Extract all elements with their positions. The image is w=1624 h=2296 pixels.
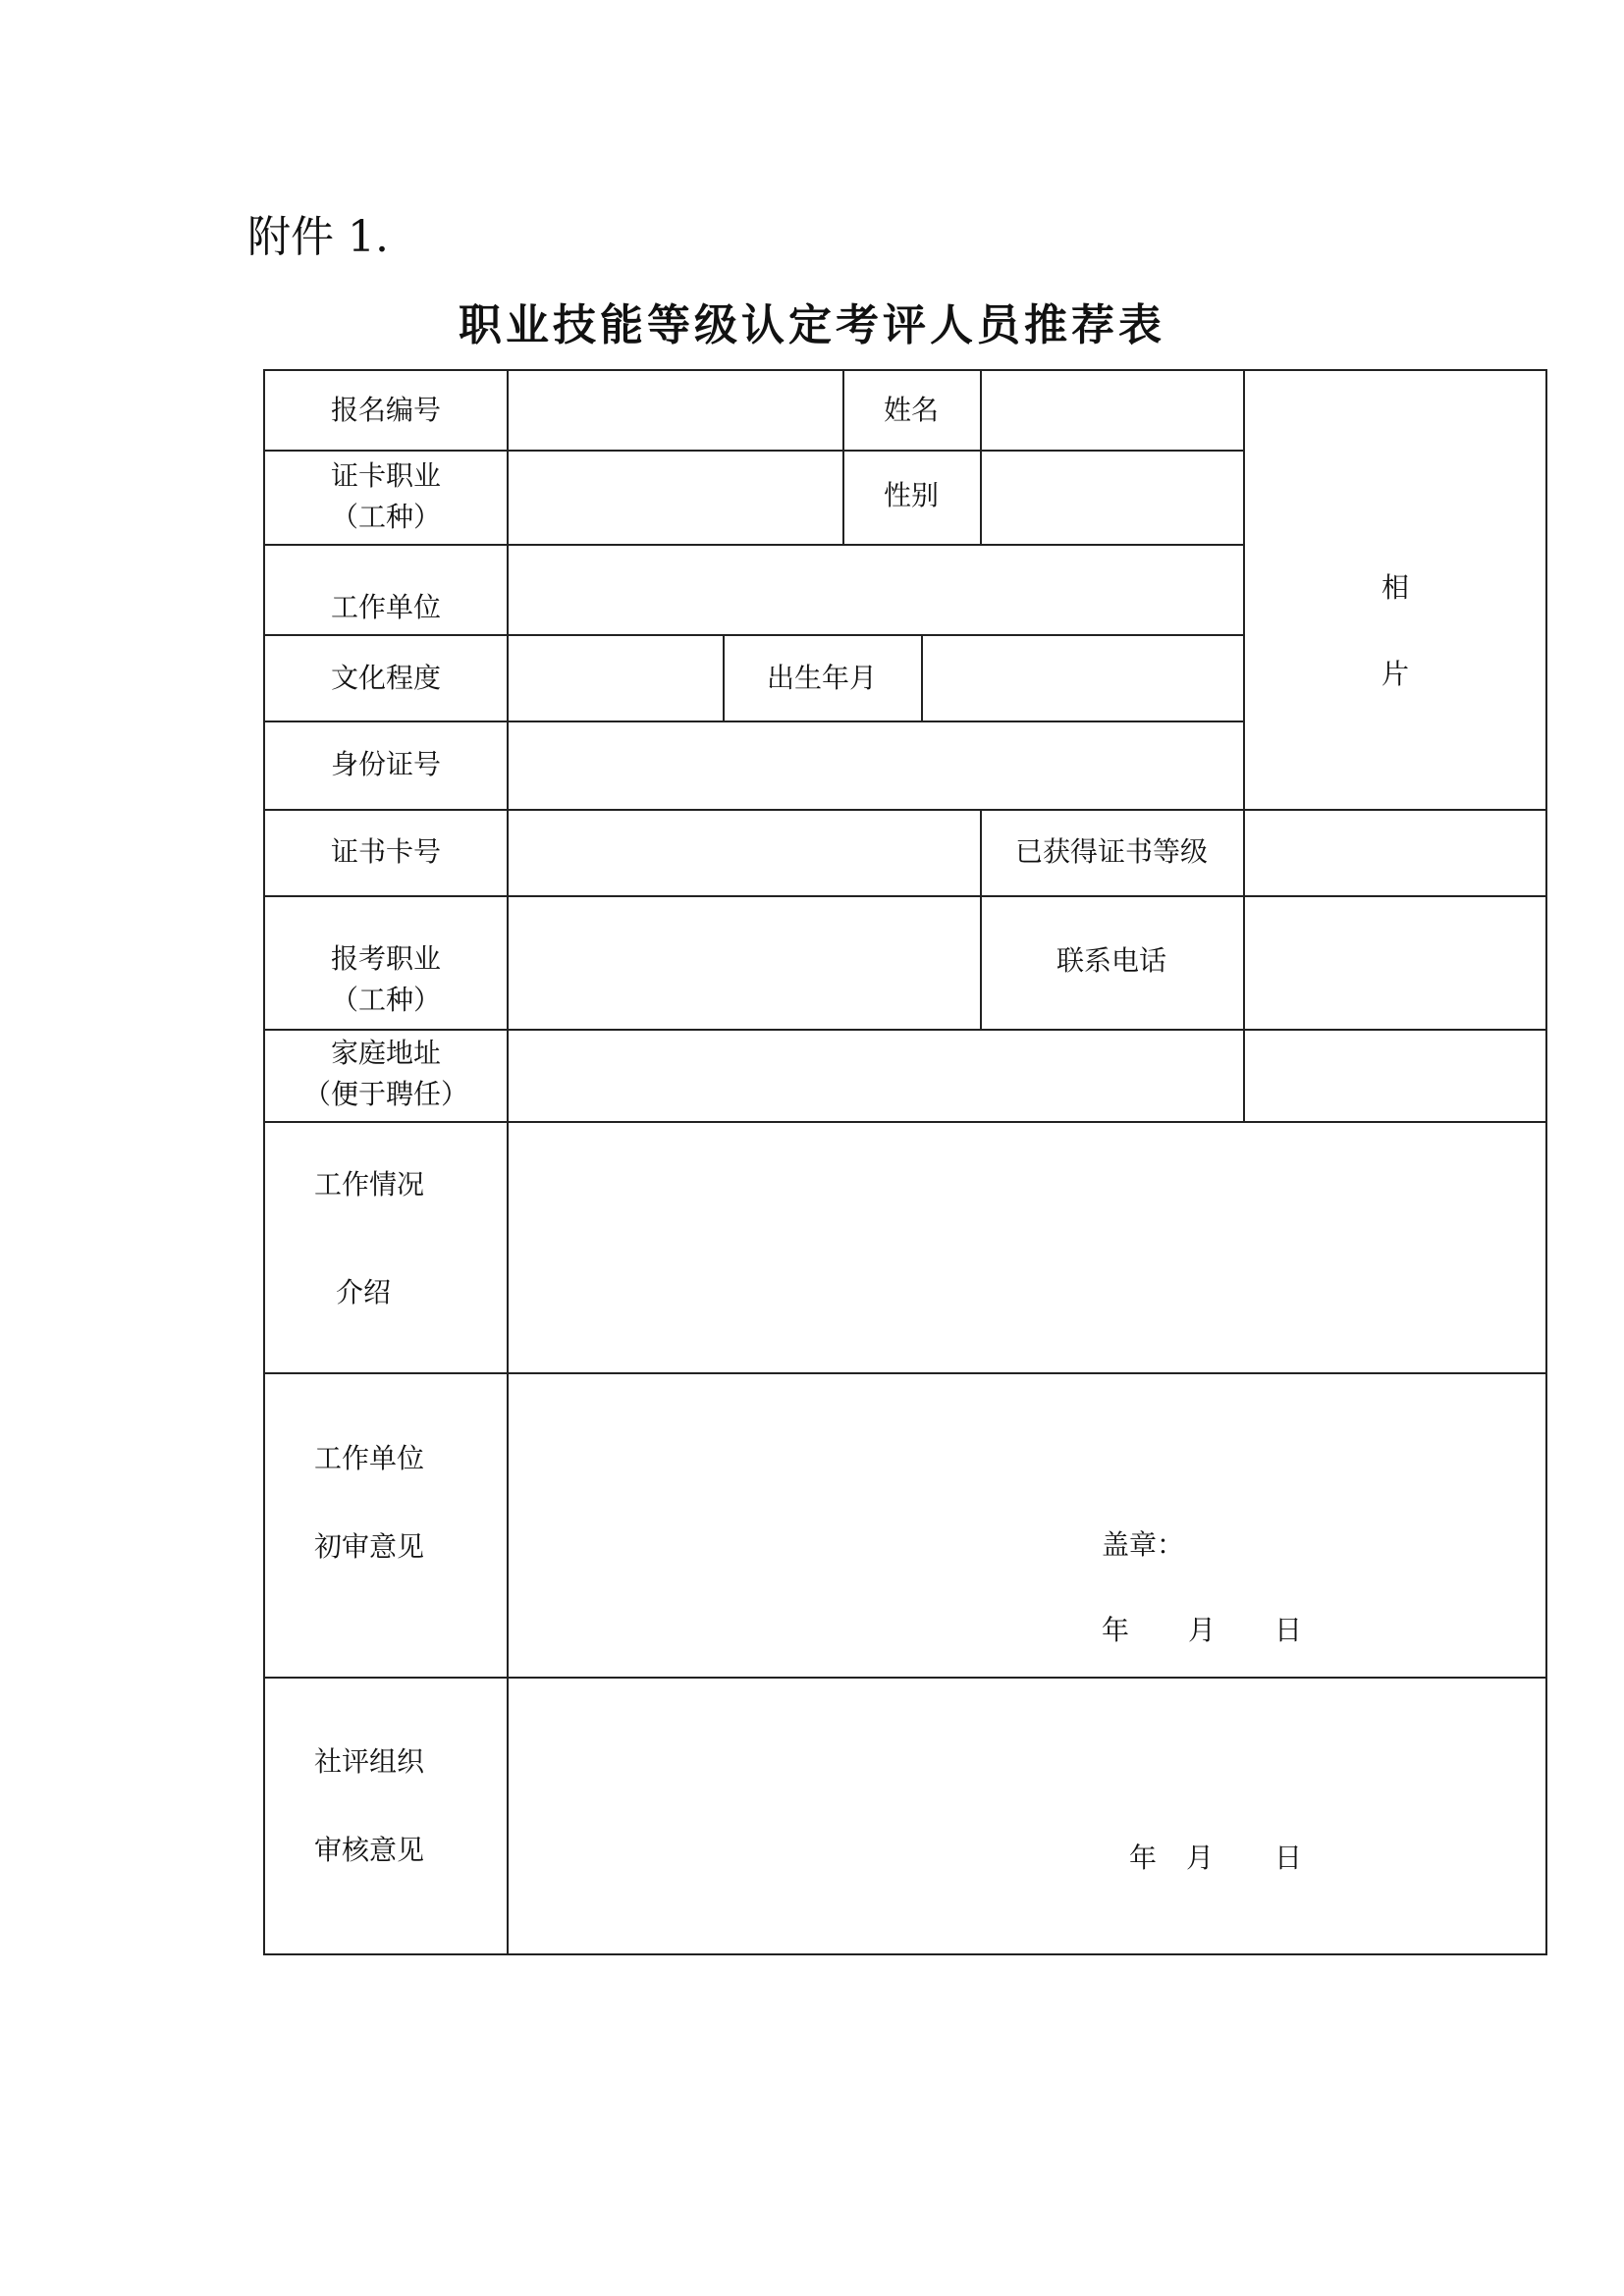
recommendation-form	[263, 369, 1547, 1955]
name-field[interactable]	[982, 371, 1243, 450]
id-label: 身份证号	[330, 748, 441, 780]
birth-label: 出生年月	[766, 662, 877, 694]
work-unit-label: 工作单位	[330, 591, 441, 623]
org-date-year: 年	[1129, 1842, 1158, 1874]
work-unit-field[interactable]	[509, 546, 1243, 634]
work-intro-field[interactable]	[509, 1123, 1547, 1372]
phone-label: 联系电话	[1056, 944, 1166, 977]
exam-occupation-field[interactable]	[509, 897, 980, 1029]
cert-occupation-label-line2: （工种）	[330, 501, 441, 533]
cert-no-label: 证书卡号	[330, 835, 441, 868]
cert-occupation-label-line1: 证卡职业	[330, 459, 441, 492]
org-review-label-line2: 审核意见	[314, 1834, 425, 1866]
gender-field[interactable]	[982, 452, 1243, 544]
org-date-month: 月	[1186, 1842, 1215, 1874]
cert-occupation-label	[265, 455, 507, 538]
org-date-day: 日	[1274, 1842, 1303, 1874]
address-label-line2: （便于聘任）	[302, 1078, 468, 1110]
cert-no-field[interactable]	[509, 811, 980, 895]
address-label-line1: 家庭地址	[330, 1037, 441, 1069]
seal-label: 盖章：	[1102, 1528, 1185, 1561]
org-review-label-line1: 社评组织	[314, 1745, 425, 1778]
photo-area[interactable]	[1245, 371, 1547, 809]
address-field[interactable]	[509, 1031, 1547, 1121]
education-label: 文化程度	[330, 662, 441, 694]
photo-label-line1: 相	[1380, 571, 1409, 604]
photo-label-line2: 片	[1380, 658, 1409, 690]
unit-review-field[interactable]	[509, 1374, 1547, 1677]
name-label: 姓名	[883, 394, 939, 426]
unit-date-year: 年	[1102, 1614, 1130, 1646]
exam-occupation-label	[265, 938, 507, 1021]
phone-field[interactable]	[1245, 897, 1547, 1029]
cert-level-field[interactable]	[1245, 811, 1547, 895]
work-intro-label-line2: 介绍	[336, 1276, 392, 1308]
org-review-field[interactable]	[509, 1679, 1547, 1953]
id-field[interactable]	[509, 722, 1243, 809]
address-label	[265, 1033, 507, 1115]
cert-occupation-field[interactable]	[509, 452, 842, 544]
attachment-label: 附件 1.	[247, 212, 389, 262]
form-title: 职业技能等级认定考评人员推荐表	[459, 300, 1165, 350]
unit-date-month: 月	[1188, 1614, 1217, 1646]
unit-review-label-line1: 工作单位	[314, 1442, 425, 1474]
unit-date-day: 日	[1274, 1614, 1303, 1646]
birth-field[interactable]	[923, 636, 1243, 721]
reg-no-field[interactable]	[509, 371, 842, 450]
reg-no-label: 报名编号	[330, 394, 441, 426]
exam-occupation-label-line1: 报考职业	[330, 942, 441, 975]
gender-label: 性别	[883, 479, 939, 511]
exam-occupation-label-line2: （工种）	[330, 984, 441, 1016]
work-intro-label-line1: 工作情况	[314, 1168, 425, 1201]
unit-review-label-line2: 初审意见	[314, 1530, 425, 1563]
education-field[interactable]	[509, 636, 723, 721]
cert-level-label: 已获得证书等级	[1014, 835, 1208, 868]
